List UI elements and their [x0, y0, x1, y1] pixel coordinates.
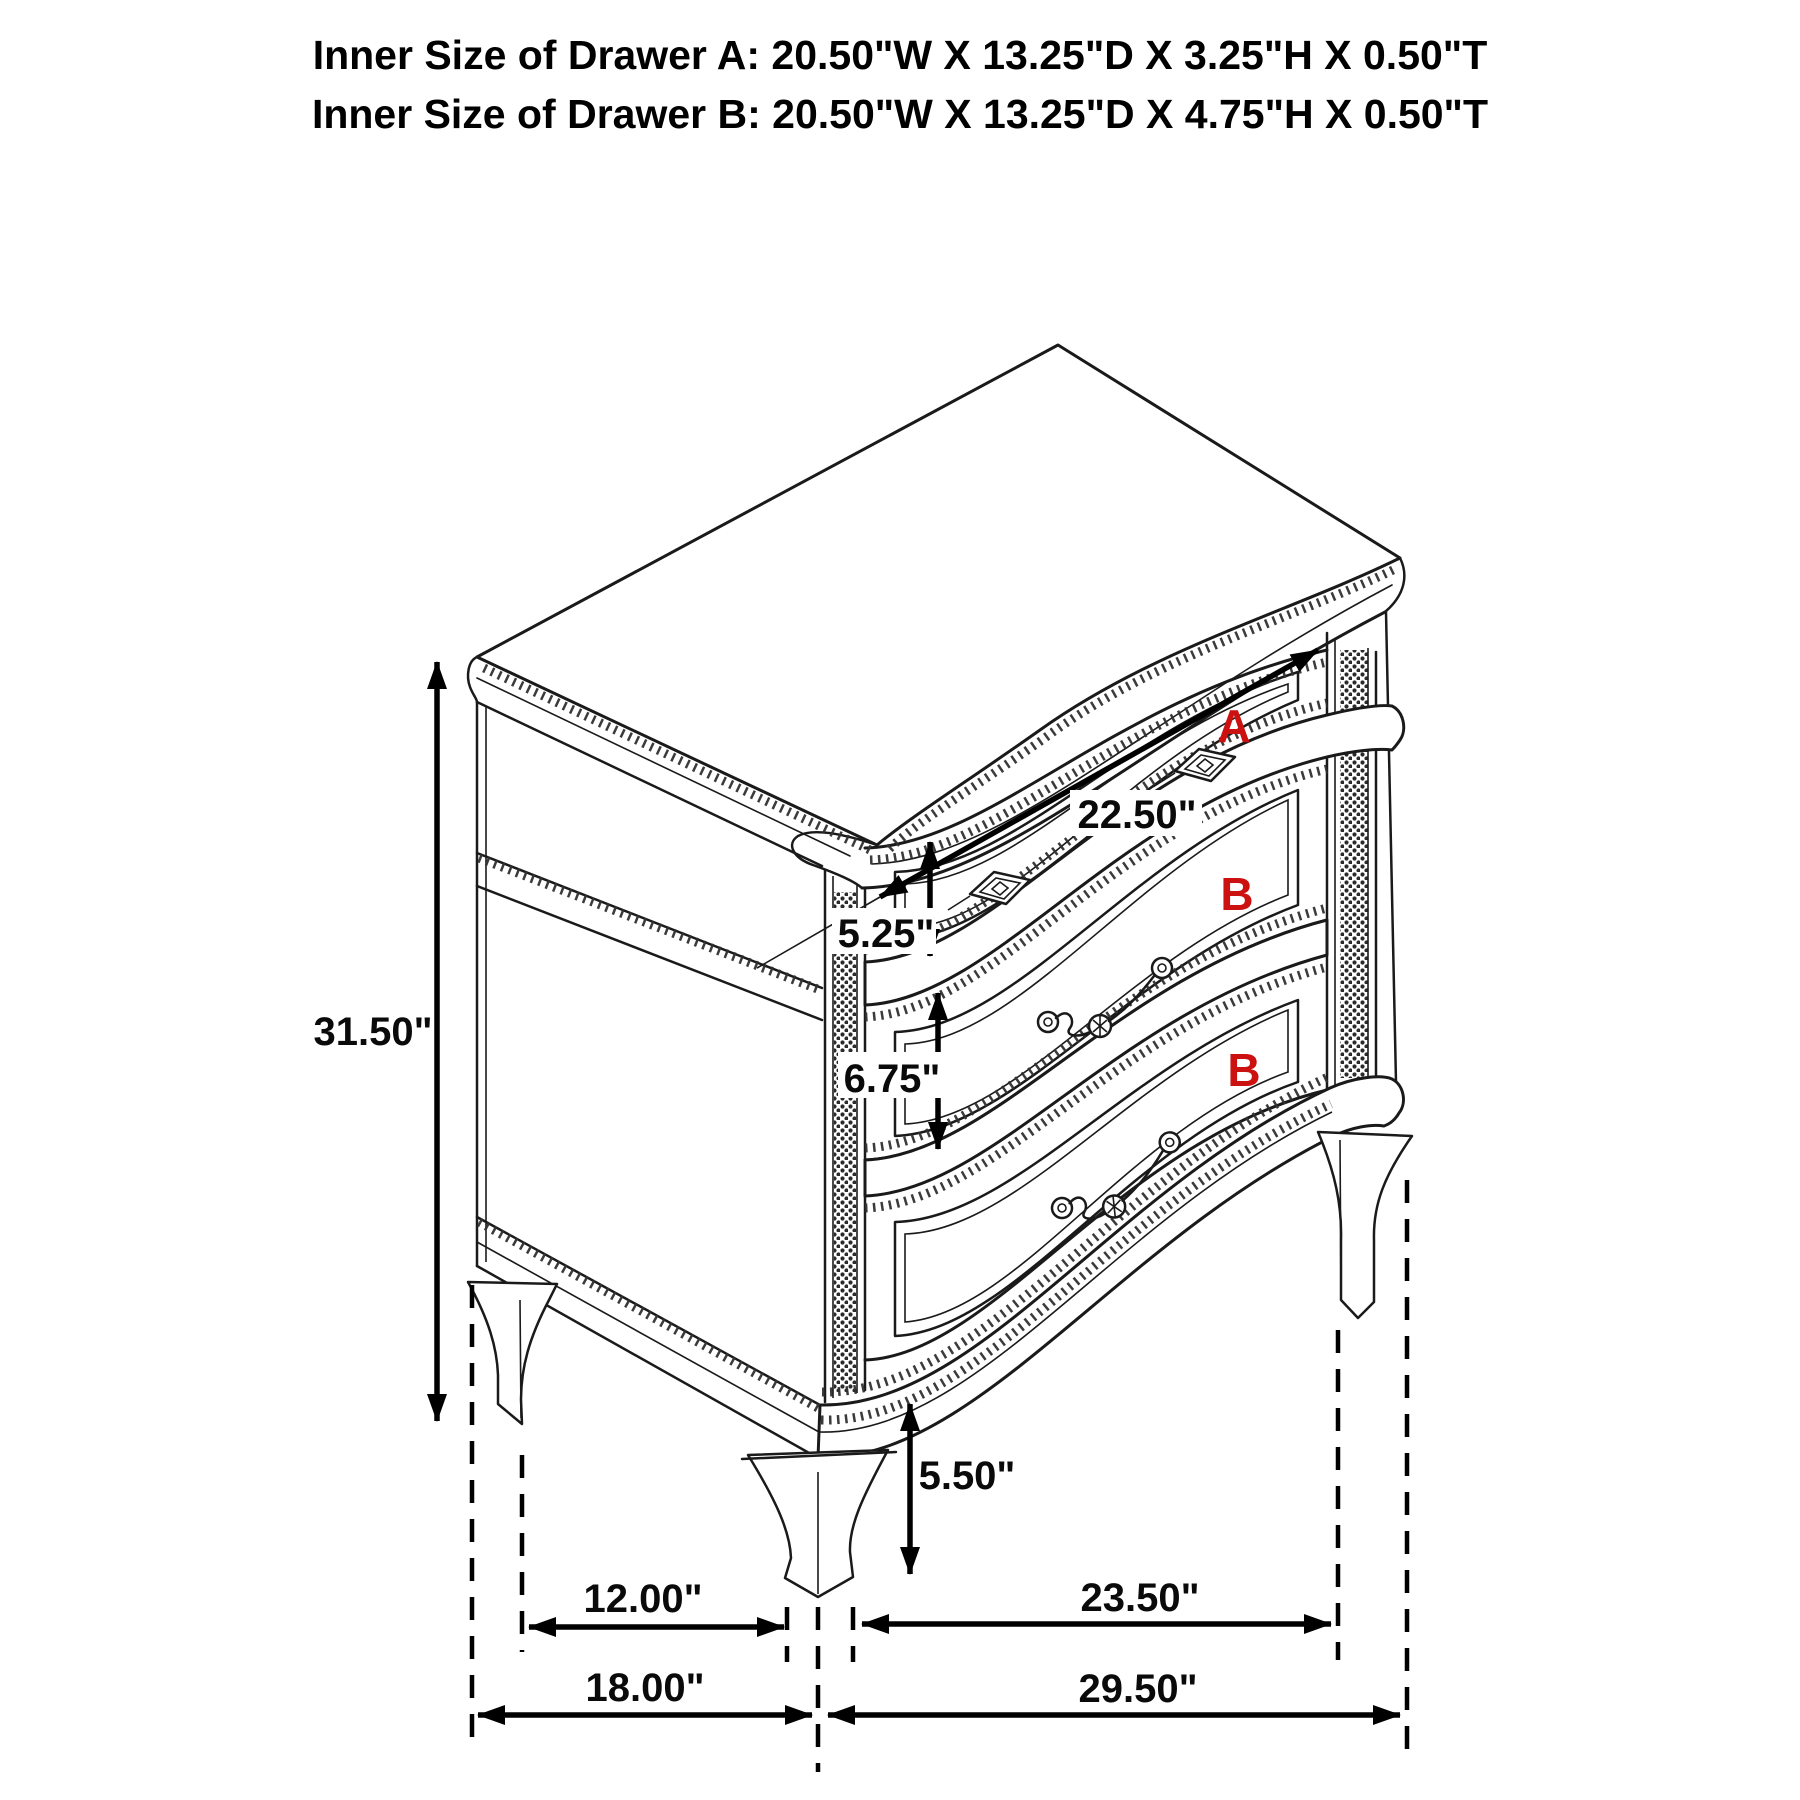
- leg-spacing-side-label: 12.00": [583, 1577, 703, 1621]
- leg-spacing-front-label: 23.50": [1080, 1576, 1200, 1620]
- front-leg: [742, 1450, 896, 1597]
- overall-depth-label: 18.00": [585, 1666, 705, 1710]
- drawer-a-label: A: [1217, 700, 1251, 752]
- drawer-b-height-label: 6.75": [843, 1057, 941, 1101]
- overall-height-label: 31.50": [313, 1010, 433, 1054]
- nightstand: [468, 345, 1412, 1597]
- left-post-fretwork: [834, 892, 857, 1392]
- leg-height-label: 5.50": [918, 1454, 1016, 1498]
- overall-width-label: 29.50": [1078, 1667, 1198, 1711]
- front-right-leg: [1318, 1132, 1412, 1318]
- drawer-a-inner-size: Inner Size of Drawer A: 20.50"W X 13.25"D X 3.25"H X 0.50"T: [312, 32, 1488, 78]
- drawer-b-inner-size: Inner Size of Drawer B: 20.50"W X 13.25"D X 4.75"H X 0.50"T: [311, 91, 1489, 137]
- drawer-width-label: 22.50": [1077, 793, 1197, 837]
- drawer-b-middle-label: B: [1220, 868, 1254, 920]
- back-left-leg: [468, 1282, 557, 1424]
- drawer-a-height-label: 5.25": [837, 912, 935, 956]
- drawer-b-bottom-label: B: [1227, 1044, 1261, 1096]
